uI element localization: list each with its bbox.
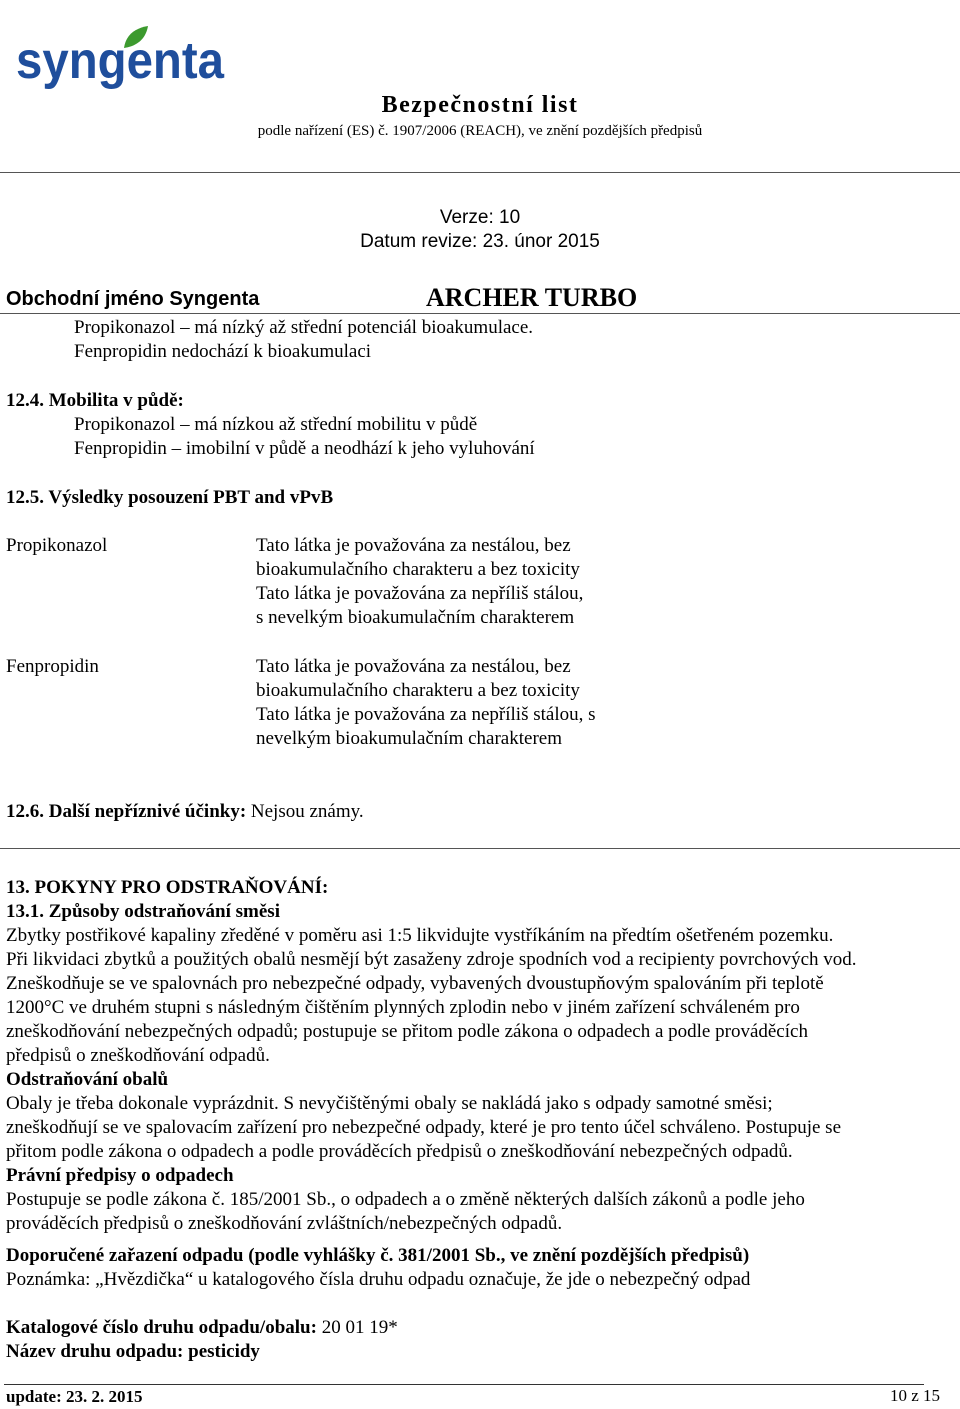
- section-13-heading: 13. POKYNY PRO ODSTRAŇOVÁNÍ:: [6, 877, 329, 898]
- disposal-line: předpisů o zneškodňování odpadů.: [6, 1045, 270, 1066]
- disposal-line: 1200°C ve druhém stupni s následným čištěním plynných zplodin nebo v jiném zařízení schváleném pro: [6, 997, 800, 1018]
- mobility-line-1: Propikonazol – má nízkou až střední mobilitu v půdě: [74, 414, 478, 435]
- catalog-value: 20 01 19*: [321, 1317, 398, 1338]
- header-divider: [0, 172, 960, 173]
- disposal-line: zneškodňování nebezpečných odpadů; postupuje se přitom podle zákona o odpadech a podle prováděcích: [6, 1021, 808, 1042]
- asterisk-note: Poznámka: „Hvězdička“ u katalogového čísla druhu odpadu označuje, že jde o nebezpečný odpad: [6, 1269, 751, 1290]
- catalog-label: Katalogové číslo druhu odpadu/obalu:: [6, 1317, 317, 1338]
- pbt-line: Tato látka je považována za nestálou, bez: [256, 535, 571, 556]
- catalog-number: [6, 1316, 398, 1340]
- section-12-6-value: Nejsou známy.: [250, 801, 364, 822]
- pbt-substance-fenpropidin: Fenpropidin: [6, 656, 99, 677]
- bioaccumulation-line-2: Fenpropidin nedochází k bioakumulaci: [74, 341, 372, 362]
- document-subtitle: podle nařízení (ES) č. 1907/2006 (REACH), ve znění pozdějších předpisů: [257, 123, 703, 139]
- pbt-assessment-propikonazol: [256, 534, 583, 630]
- pbt-line: bioakumulačního charakteru a bez toxicity: [256, 680, 580, 701]
- footer-divider: [4, 1384, 924, 1385]
- product-divider: [0, 313, 960, 314]
- pbt-line: nevelkým bioakumulačním charakterem: [256, 728, 562, 749]
- disposal-line: Zbytky postřikové kapaliny zředěné v poměru asi 1:5 likvidujte vystříkáním na předtím ošetřeném pozemku.: [6, 925, 834, 946]
- version: Verze: 10: [439, 207, 521, 228]
- pbt-line: Tato látka je považována za nestálou, bez: [256, 656, 571, 677]
- logo-text: syngenta: [16, 32, 225, 90]
- document-title: Bezpečnostní list: [381, 92, 579, 118]
- packaging-line: Obaly je třeba dokonale vyprázdnit. S nevyčištěnými obaly se nakládá jako s odpady samotné směsi;: [6, 1093, 773, 1114]
- revision-date: Datum revize: 23. únor 2015: [360, 231, 600, 252]
- pbt-line: Tato látka je považována za nepříliš stálou,: [256, 583, 584, 604]
- pbt-line: bioakumulačního charakteru a bez toxicity: [256, 559, 580, 580]
- pbt-assessment-fenpropidin: [256, 655, 596, 751]
- product-name: ARCHER TURBO: [426, 283, 638, 312]
- legal-heading: Právní předpisy o odpadech: [6, 1165, 234, 1186]
- legal-line: Postupuje se podle zákona č. 185/2001 Sb., o odpadech a o změně některých dalších zákonů a podle jeho: [6, 1189, 805, 1210]
- recommended-classification-heading: Doporučené zařazení odpadu (podle vyhlášky č. 381/2001 Sb., ve znění pozdějších předpisů): [6, 1245, 750, 1266]
- waste-name: Název druhu odpadu: pesticidy: [6, 1341, 260, 1362]
- section-12-6: [6, 800, 364, 824]
- legal-line: prováděcích předpisů o zneškodňování zvláštních/nebezpečných odpadů.: [6, 1213, 563, 1234]
- pbt-substance-propikonazol: Propikonazol: [6, 535, 108, 556]
- disposal-paragraph: [6, 924, 857, 1236]
- section-divider: [0, 848, 960, 849]
- packaging-line: zneškodňují se ve spalovacím zařízení pro nebezpečné odpady, které je pro tento účel schváleno. Postupuje se: [6, 1117, 841, 1138]
- syngenta-logo: [14, 22, 234, 94]
- packaging-heading: Odstraňování obalů: [6, 1069, 169, 1090]
- disposal-line: Zneškodňuje se ve spalovnách pro nebezpečné odpady, vybavených dvoustupňovým spalováním při teplotě: [6, 973, 824, 994]
- trade-name-label: Obchodní jméno Syngenta: [6, 288, 260, 310]
- section-12-4-heading: 12.4. Mobilita v půdě:: [6, 390, 184, 411]
- bioaccumulation-line-1: Propikonazol – má nízký až střední potenciál bioakumulace.: [74, 317, 534, 338]
- footer-update: update: 23. 2. 2015: [6, 1387, 143, 1406]
- mobility-line-2: Fenpropidin – imobilní v půdě a neodhází k jeho vyluhování: [74, 438, 535, 459]
- section-13-1-heading: 13.1. Způsoby odstraňování směsi: [6, 901, 280, 922]
- pbt-line: Tato látka je považována za nepříliš stálou, s: [256, 704, 596, 725]
- page-number: 10 z 15: [890, 1386, 941, 1405]
- section-12-6-heading: 12.6. Další nepříznivé účinky:: [6, 801, 247, 822]
- disposal-line: Při likvidaci zbytků a použitých obalů nesmějí být zasaženy zdroje spodních vod a recipienty povrchových vod.: [6, 949, 857, 970]
- packaging-line: přitom podle zákona o odpadech a podle prováděcích předpisů o zneškodňování nebezpečných odpadů.: [6, 1141, 793, 1162]
- pbt-line: s nevelkým bioakumulačním charakterem: [256, 607, 575, 628]
- section-12-5-heading: 12.5. Výsledky posouzení PBT and vPvB: [6, 487, 334, 508]
